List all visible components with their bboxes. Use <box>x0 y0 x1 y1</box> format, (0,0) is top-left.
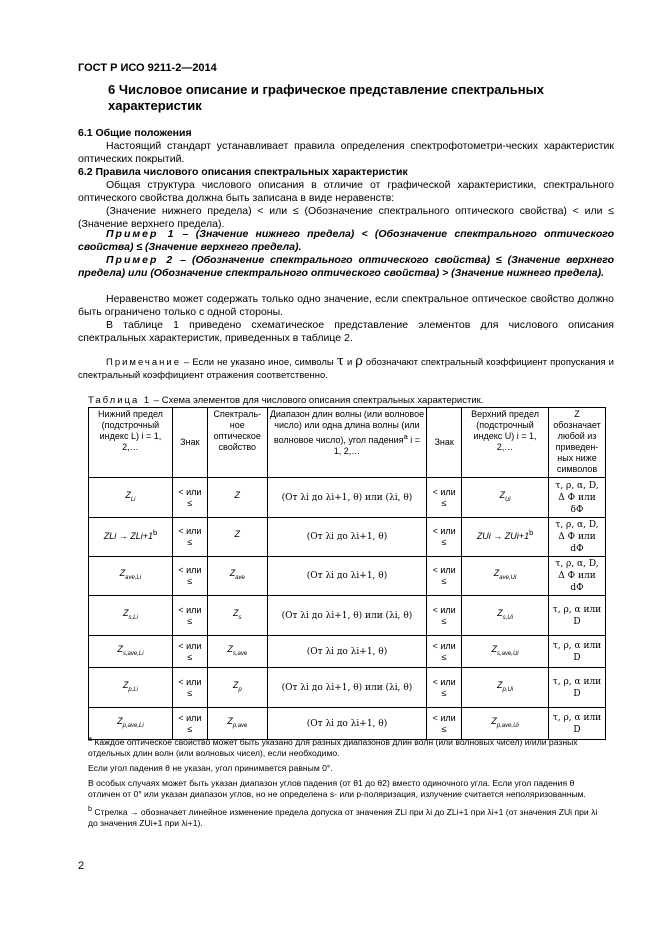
footnote-b-1-text: Стрелка → обозначает линейное изменение предела допуска от значения ZLi при λi до ZLi+1 при λi+1 (от значения ZUi при λi до значения ZUi+1 при λi+1). <box>88 806 598 828</box>
cell-property <box>207 636 267 668</box>
subsection-6-2-paragraph-1: Общая структура числового описания в отличие от графической характеристики, спектрального оптического свойства должна быть записана в виде неравенств: <box>78 179 614 204</box>
cell-sign-1 <box>172 557 207 596</box>
table-label: Таблица 1 <box>88 395 152 406</box>
cell-upper-limit <box>462 636 549 668</box>
cell-lower-limit-value: Z <box>123 607 129 618</box>
cell-property-subscript: p <box>238 686 242 693</box>
cell-upper-limit-subscript: s,Ui <box>502 614 513 621</box>
note-and: и <box>343 357 356 368</box>
cell-sign-2-value: < или ≤ <box>432 712 456 734</box>
subsection-6-1-title: 6.1 Общие положения <box>78 127 192 139</box>
cell-sign-2-value: < или ≤ <box>432 640 456 662</box>
cell-lower-limit-subscript: ave,Li <box>125 574 142 581</box>
cell-range-value: (От λi до λi+1, θ) или (λi, θ) <box>281 682 413 693</box>
cell-upper-limit-subscript: Ui <box>504 496 511 503</box>
cell-property-value: Z <box>234 489 241 500</box>
cell-range <box>267 478 426 518</box>
note-label: Примечание <box>106 357 181 368</box>
col-range-suffix: i = 1, 2,… <box>333 435 421 456</box>
table-row <box>89 557 606 596</box>
cell-property-subscript: s,ave <box>232 650 248 657</box>
cell-sign-2-value: < или ≤ <box>432 604 456 626</box>
cell-symbols <box>548 478 605 518</box>
cell-property <box>207 478 267 518</box>
footnote-a-1-marker: a <box>88 735 92 743</box>
cell-symbols <box>548 668 605 708</box>
cell-symbols-value: τ, ρ, α или D <box>552 640 602 663</box>
cell-sign-2 <box>427 636 462 668</box>
cell-sign-1-value: < или ≤ <box>178 712 202 734</box>
cell-sign-1-value: < или ≤ <box>178 486 202 508</box>
table-row <box>89 596 606 636</box>
example-1 <box>78 228 614 254</box>
cell-range-value: (От λi до λi+1, θ) <box>306 718 388 729</box>
example-1-text: – (Значение нижнего предела) < (Обозначение спектрального оптического свойства) ≤ (Значение верхнего предела). <box>78 228 614 253</box>
footnote-b-marker: b <box>529 528 534 538</box>
cell-lower-limit-value: Z <box>119 568 126 579</box>
table-caption <box>88 395 483 406</box>
col-symbols: Z обозначает любой из приведен-ных ниже символов <box>548 408 605 478</box>
cell-property-subscript: p,ave <box>232 722 248 729</box>
cell-property <box>207 518 267 557</box>
cell-lower-limit-value: ZLi → ZLi+1 <box>103 531 153 542</box>
cell-sign-2-value: < или ≤ <box>432 486 456 508</box>
cell-lower-limit <box>89 478 173 518</box>
cell-upper-limit-subscript: p,ave,Ui <box>496 722 519 729</box>
cell-lower-limit-value: Z <box>122 679 129 690</box>
cell-property-value: Z <box>232 679 239 690</box>
cell-property <box>207 668 267 708</box>
cell-sign-1-value: < или ≤ <box>178 565 202 586</box>
cell-symbols <box>548 636 605 668</box>
cell-sign-1-value: < или ≤ <box>178 676 202 698</box>
col-sign-1: Знак <box>172 408 207 478</box>
cell-symbols-value: τ, ρ, α, D, Δ Ф или dФ <box>555 520 599 554</box>
paragraph-3: Неравенство может содержать только одно значение, если спектральное оптическое свойство должно быть ограничено только с одной стороны. <box>78 293 614 318</box>
cell-lower-limit-value: Z <box>117 715 123 726</box>
cell-range-value: (От λi до λi+1, θ) или (λi, θ) <box>281 610 413 621</box>
footnote-a-1-text: Каждое оптическое свойство может быть указано для разных диапазонов длин волн (или волновых чисел) и/или разных отдельных длин волн (или волновых чисел), если необходимо. <box>88 736 578 758</box>
cell-lower-limit-value: Z <box>125 489 131 500</box>
cell-upper-limit-subscript: s,ave,Ui <box>496 650 519 657</box>
col-lower-limit: Нижний предел (подстрочный индекс L) i = 1, 2,… <box>89 408 173 478</box>
cell-property <box>207 596 267 636</box>
cell-upper-limit <box>462 596 549 636</box>
cell-range-value: (От λi до λi+1, θ) <box>306 646 388 657</box>
cell-range-value: (От λi до λi+1, θ) <box>306 571 388 581</box>
cell-sign-2 <box>427 478 462 518</box>
cell-symbols-value: τ, ρ, α или D <box>552 676 602 699</box>
cell-sign-2-value: < или ≤ <box>432 565 456 586</box>
col-sign-2: Знак <box>427 408 462 478</box>
example-2-label: Пример 2 <box>106 254 175 266</box>
cell-sign-1-value: < или ≤ <box>178 526 202 547</box>
cell-sign-2-value: < или ≤ <box>432 526 456 547</box>
cell-lower-limit <box>89 518 173 557</box>
cell-symbols <box>548 596 605 636</box>
cell-range <box>267 636 426 668</box>
footnote-b-1 <box>88 804 608 829</box>
cell-range <box>267 518 426 557</box>
cell-symbols-value: τ, ρ, α, D, Δ Ф или δФ <box>555 480 599 515</box>
cell-property-value: Z <box>234 529 241 540</box>
cell-sign-1 <box>172 478 207 518</box>
table-row <box>89 636 606 668</box>
cell-range-value: (От λi до λi+1, θ) или (λi, θ) <box>281 492 413 503</box>
subsection-6-2-title: 6.2 Правила числового описания спектральных характеристик <box>78 166 408 178</box>
note-text-b: обозначают спектральный коэффициент пропускания и спектральный коэффициент отражения соответственно. <box>78 357 614 381</box>
cell-lower-limit-subscript: p,Li <box>128 686 139 693</box>
cell-upper-limit-subscript: p,Ui <box>502 686 514 693</box>
table-row <box>89 478 606 518</box>
cell-lower-limit <box>89 596 173 636</box>
example-2-text: – (Обозначение спектрального оптического свойства) ≤ (Значение верхнего предела) или (Обозначение спектрального оптического свойства) > (Значение нижнего предела). <box>78 254 614 279</box>
table-footnotes <box>88 734 608 833</box>
cell-property-value: Z <box>227 643 233 654</box>
cell-sign-1 <box>172 518 207 557</box>
table-caption-text: – Схема элементов для числового описания спектральных характеристик. <box>151 395 484 406</box>
table-row <box>89 518 606 557</box>
col-range-text: Диапазон длин волны (или волновое число) или одна длина волны (или волновое число), угол падения <box>269 409 425 445</box>
cell-symbols <box>548 557 605 596</box>
cell-sign-1 <box>172 636 207 668</box>
cell-sign-2 <box>427 518 462 557</box>
tau-symbol: τ <box>336 354 344 369</box>
cell-sign-2 <box>427 557 462 596</box>
cell-sign-2 <box>427 596 462 636</box>
cell-upper-limit-value: Z <box>491 643 497 654</box>
cell-lower-limit-subscript: s,ave,Li <box>122 650 144 657</box>
footnote-a-1 <box>88 734 608 759</box>
note <box>78 355 614 382</box>
cell-symbols-value: τ, ρ, α, D, Δ Ф или dФ <box>555 559 599 593</box>
cell-lower-limit-subscript: p,ave,Li <box>122 722 144 729</box>
footnote-a-marker: a <box>403 432 408 441</box>
cell-lower-limit-subscript: s,Li <box>128 614 138 621</box>
cell-lower-limit <box>89 668 173 708</box>
footnote-a-2: Если угол падения θ не указан, угол принимается равным 0°. <box>88 762 333 773</box>
cell-symbols-value: τ, ρ, α или D <box>552 604 602 627</box>
cell-sign-1-value: < или ≤ <box>178 640 202 662</box>
cell-range <box>267 668 426 708</box>
table-header-row <box>89 408 606 478</box>
cell-sign-1 <box>172 596 207 636</box>
example-1-label: Пример 1 <box>106 228 176 240</box>
footnote-a-3: В особых случаях может быть указан диапазон углов падения (от θ1 до θ2) вместо одиночного угла. Если угол падения θ отличен от 0° или указан диапазон углов, но не определена s- или p-поляризация, излучение считается неполяризованным. <box>88 777 586 799</box>
note-text-a: – Если не указано иное, символы <box>181 357 337 368</box>
cell-upper-limit-value: Z <box>491 715 497 726</box>
cell-upper-limit-value: Z <box>497 607 503 618</box>
cell-upper-limit-value: Z <box>496 679 503 690</box>
cell-upper-limit <box>462 557 549 596</box>
section-title: 6 Числовое описание и графическое представление спектральных характеристик <box>108 82 544 113</box>
cell-upper-limit <box>462 668 549 708</box>
document-header: ГОСТ Р ИСО 9211-2—2014 <box>78 62 217 74</box>
paragraph-4: В таблице 1 приведено схематическое представление элементов для числового описания спектральных характеристик, приведенных в таблице 2. <box>78 319 614 344</box>
cell-property-value: Z <box>233 607 239 618</box>
cell-upper-limit <box>462 518 549 557</box>
footnote-b-1-marker: b <box>88 804 92 813</box>
cell-upper-limit-value: Z <box>499 489 505 500</box>
cell-property-subscript: ave <box>235 574 245 581</box>
cell-range <box>267 596 426 636</box>
cell-upper-limit-subscript: ave,Ui <box>499 574 517 581</box>
example-2 <box>78 254 614 280</box>
cell-symbols <box>548 518 605 557</box>
cell-upper-limit-value: Z <box>493 568 500 579</box>
cell-sign-1 <box>172 668 207 708</box>
col-upper-limit: Верхний предел (подстрочный индекс U) i = 1, 2,… <box>462 408 549 478</box>
cell-upper-limit-value: ZUi → ZUi+1 <box>476 531 530 542</box>
subsection-6-2-paragraph-2: (Значение нижнего предела) < или ≤ (Обозначение спектрального оптического свойства) < или ≤ (Значение верхнего предела). <box>78 205 614 230</box>
cell-sign-2-value: < или ≤ <box>432 676 456 698</box>
table-row <box>89 668 606 708</box>
cell-symbols-value: τ, ρ, α или D <box>552 712 602 735</box>
page-number: 2 <box>78 860 85 872</box>
col-property: Спектраль-ное оптическое свойство <box>207 408 267 478</box>
elements-table <box>88 407 606 740</box>
subsection-6-1-text: Настоящий стандарт устанавливает правила определения спектрофотометри-ческих характеристик оптических покрытий. <box>78 140 614 165</box>
cell-property-value: Z <box>229 568 236 579</box>
cell-upper-limit <box>462 478 549 518</box>
cell-lower-limit <box>89 636 173 668</box>
cell-lower-limit <box>89 557 173 596</box>
footnote-b-marker: b <box>152 528 158 538</box>
cell-property <box>207 557 267 596</box>
cell-property-subscript: s <box>238 614 242 621</box>
cell-range <box>267 557 426 596</box>
cell-sign-2 <box>427 668 462 708</box>
cell-sign-1-value: < или ≤ <box>178 604 202 626</box>
cell-lower-limit-value: Z <box>117 643 123 654</box>
cell-property-value: Z <box>227 715 233 726</box>
cell-range-value: (От λi до λi+1, θ) <box>306 532 388 542</box>
cell-lower-limit-subscript: Li <box>130 496 136 503</box>
col-range <box>267 408 426 478</box>
rho-symbol: ρ <box>355 354 363 369</box>
